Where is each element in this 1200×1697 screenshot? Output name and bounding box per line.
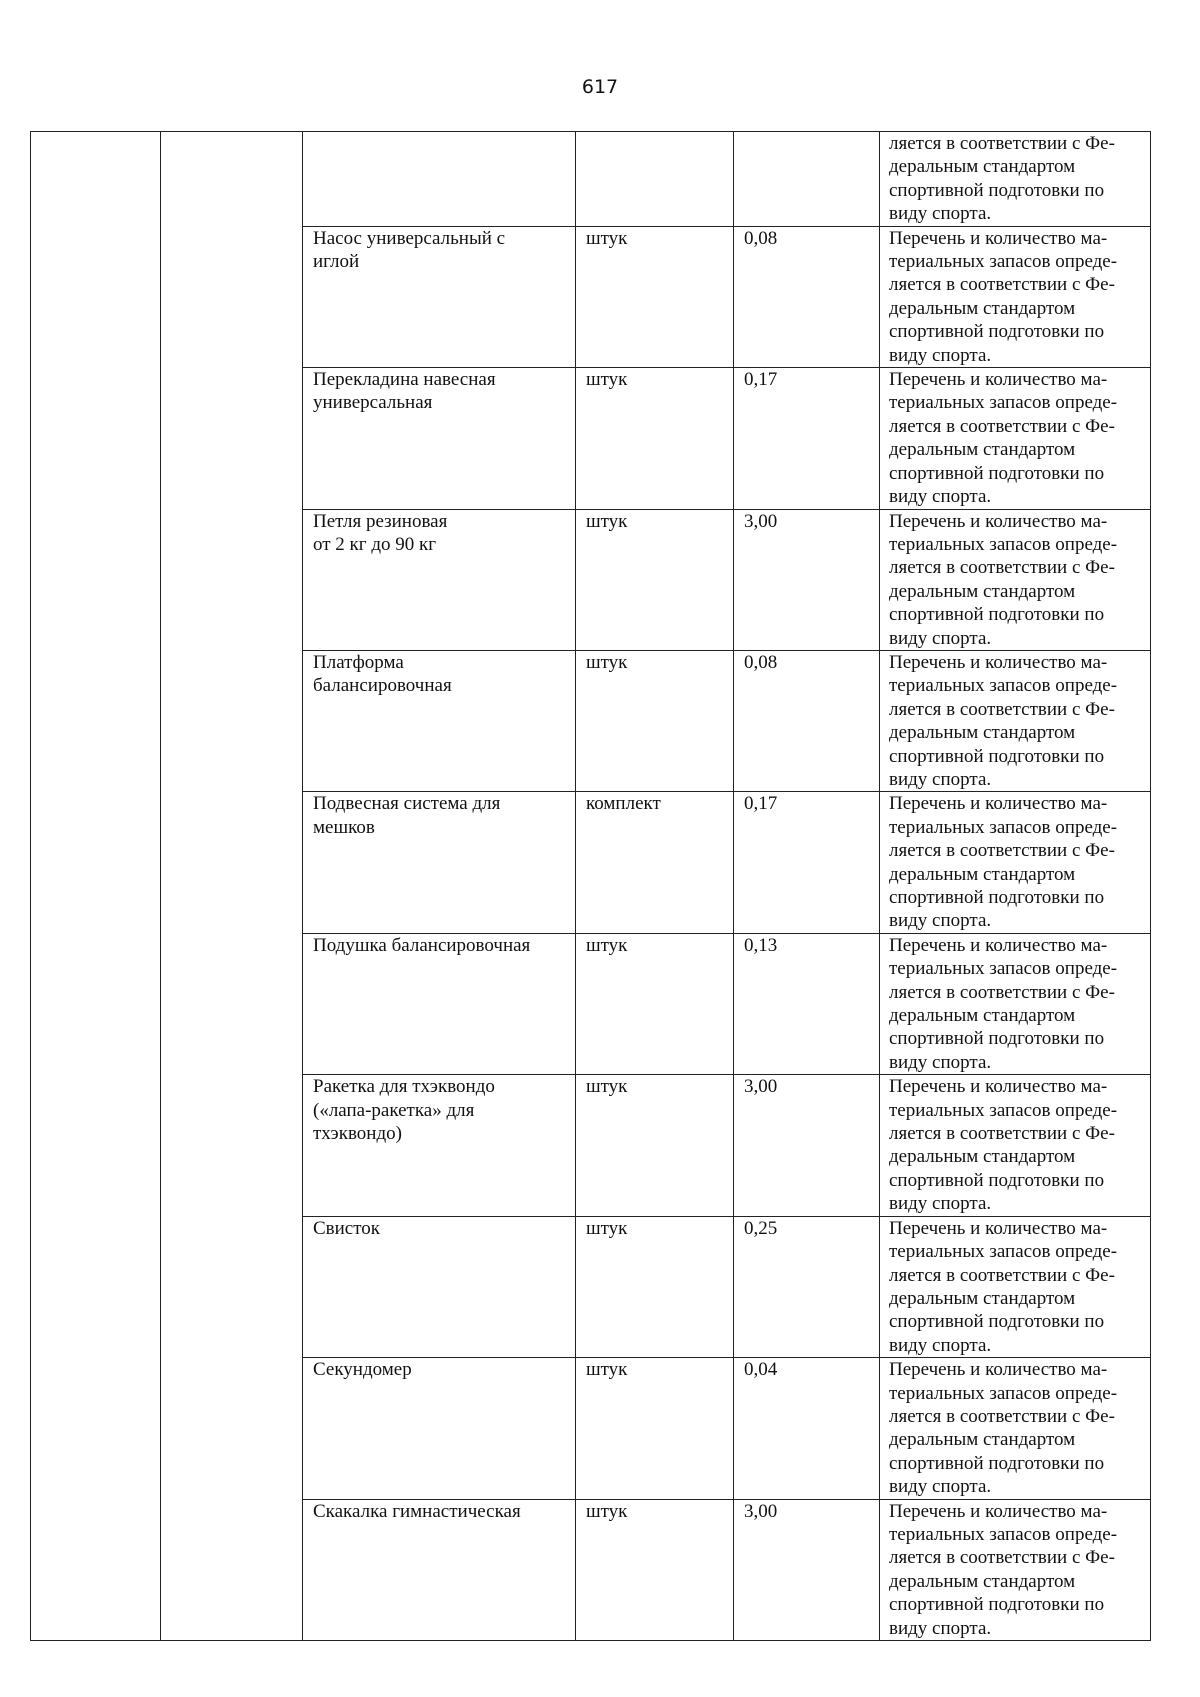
item-qty-cell: 0,08	[734, 226, 880, 367]
item-qty-cell: 3,00	[734, 1075, 880, 1216]
item-unit-cell: штук	[576, 1075, 734, 1216]
item-qty-cell: 3,00	[734, 509, 880, 650]
item-name-cell: Насос универсальный с иглой	[303, 226, 576, 367]
note-cell: ляется в соответствии с Фе- деральным стандартом спортивной подготовки по виду спорта.	[880, 132, 1151, 227]
item-note-cell: Перечень и количество ма- териальных запасов опреде- ляется в соответствии с Фе- деральным стандартом спортивной подготовки по виду спорта.	[880, 933, 1151, 1074]
equipment-table	[30, 131, 1151, 1641]
item-name-cell: Секундомер	[303, 1358, 576, 1499]
item-unit-cell: штук	[576, 368, 734, 509]
item-name-cell: Подвесная система для мешков	[303, 792, 576, 933]
item-note-cell: Перечень и количество ма- териальных запасов опреде- ляется в соответствии с Фе- деральным стандартом спортивной подготовки по виду спорта.	[880, 792, 1151, 933]
item-name-cell: Свисток	[303, 1216, 576, 1357]
item-name-cell: Петля резиновая от 2 кг до 90 кг	[303, 509, 576, 650]
item-unit-cell: штук	[576, 1358, 734, 1499]
item-unit-cell: комплект	[576, 792, 734, 933]
item-note-cell: Перечень и количество ма- териальных запасов опреде- ляется в соответствии с Фе- деральным стандартом спортивной подготовки по виду спорта.	[880, 1499, 1151, 1640]
item-note-cell: Перечень и количество ма- териальных запасов опреде- ляется в соответствии с Фе- деральным стандартом спортивной подготовки по виду спорта.	[880, 226, 1151, 367]
item-note-cell: Перечень и количество ма- териальных запасов опреде- ляется в соответствии с Фе- деральным стандартом спортивной подготовки по виду спорта.	[880, 650, 1151, 791]
continuation-row	[31, 132, 1151, 227]
item-note-cell: Перечень и количество ма- териальных запасов опреде- ляется в соответствии с Фе- деральным стандартом спортивной подготовки по виду спорта.	[880, 1075, 1151, 1216]
item-name-cell: Подушка балансировочная	[303, 933, 576, 1074]
item-qty-cell: 0,04	[734, 1358, 880, 1499]
column-1-cell	[31, 132, 161, 1641]
item-qty-cell: 0,17	[734, 368, 880, 509]
qty-cell	[734, 132, 880, 227]
item-name-cell: Перекладина навесная универсальная	[303, 368, 576, 509]
item-qty-cell: 0,13	[734, 933, 880, 1074]
item-name-cell: Платформа балансировочная	[303, 650, 576, 791]
table-body	[31, 132, 1151, 1641]
item-unit-cell: штук	[576, 1499, 734, 1640]
item-note-cell: Перечень и количество ма- териальных запасов опреде- ляется в соответствии с Фе- деральным стандартом спортивной подготовки по виду спорта.	[880, 1358, 1151, 1499]
item-unit-cell: штук	[576, 509, 734, 650]
item-unit-cell: штук	[576, 650, 734, 791]
item-qty-cell: 0,17	[734, 792, 880, 933]
unit-cell	[576, 132, 734, 227]
item-unit-cell: штук	[576, 933, 734, 1074]
item-qty-cell: 0,25	[734, 1216, 880, 1357]
item-note-cell: Перечень и количество ма- териальных запасов опреде- ляется в соответствии с Фе- деральным стандартом спортивной подготовки по виду спорта.	[880, 368, 1151, 509]
item-note-cell: Перечень и количество ма- териальных запасов опреде- ляется в соответствии с Фе- деральным стандартом спортивной подготовки по виду спорта.	[880, 1216, 1151, 1357]
item-qty-cell: 0,08	[734, 650, 880, 791]
item-unit-cell: штук	[576, 1216, 734, 1357]
item-unit-cell: штук	[576, 226, 734, 367]
column-2-cell	[161, 132, 303, 1641]
item-qty-cell: 3,00	[734, 1499, 880, 1640]
page-number: 617	[581, 76, 619, 98]
item-name-cell: Скакалка гимнастическая	[303, 1499, 576, 1640]
item-note-cell: Перечень и количество ма- териальных запасов опреде- ляется в соответствии с Фе- деральным стандартом спортивной подготовки по виду спорта.	[880, 509, 1151, 650]
item-name-cell: Ракетка для тхэквондо («лапа-ракетка» для тхэквондо)	[303, 1075, 576, 1216]
name-cell	[303, 132, 576, 227]
